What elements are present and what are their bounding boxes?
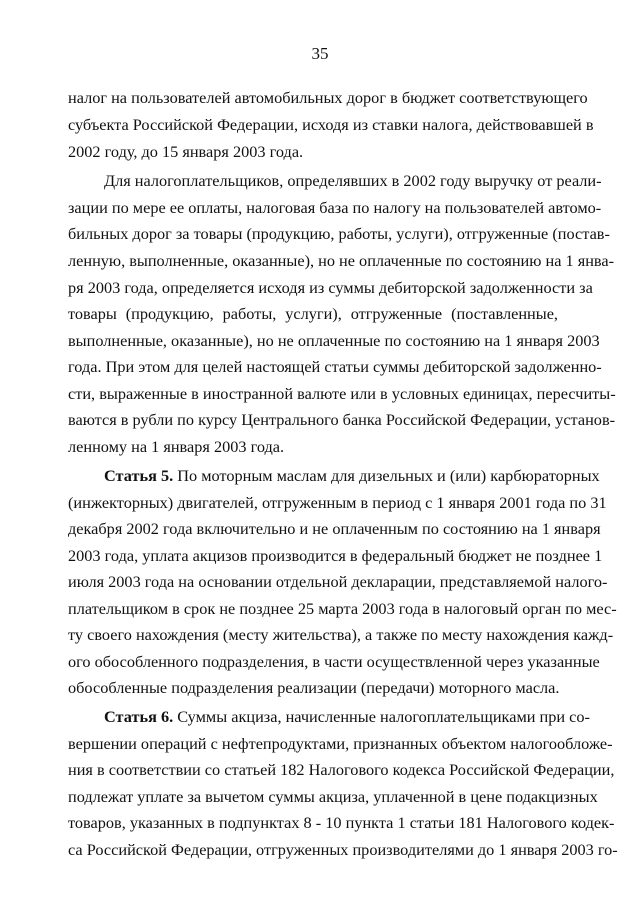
text-line: июля 2003 года на основании отдельной декларации, представляемой налого- — [68, 572, 608, 591]
text-line: ленную, выполненные, оказанные), но не оплаченные по состоянию на 1 янва- — [68, 251, 615, 270]
text-line — [104, 707, 590, 727]
text-line: ого обособленного подразделения, в части осуществленной через указанные — [68, 652, 600, 671]
text-line — [104, 466, 600, 486]
text-line: ря 2003 года, определяется исходя из суммы дебиторской задолженности за — [68, 278, 593, 297]
text-line: обособленные подразделения реализации (передачи) моторного масла. — [68, 678, 560, 697]
text-line: (инжекторных) двигателей, отгруженным в период с 1 января 2001 года по 31 — [68, 493, 607, 512]
text-line: ту своего нахождения (месту жительства), а также по месту нахождения кажд- — [68, 625, 614, 644]
text-line: Для налогоплательщиков, определявших в 2002 году выручку от реали- — [104, 171, 602, 190]
text-line: сти, выраженные в иностранной валюте или в условных единицах, пересчиты- — [68, 384, 616, 403]
text-line: 2002 году, до 15 января 2003 года. — [68, 142, 304, 161]
article-heading: Статья 5. — [104, 466, 174, 485]
text-line: бильных дорог за товары (продукцию, работы, услуги), отгруженные (постав- — [68, 224, 610, 243]
article-heading: Статья 6. — [104, 707, 174, 726]
text-line: налог на пользователей автомобильных дорог в бюджет соответствующего — [68, 88, 588, 107]
text-line: плательщиком в срок не позднее 25 марта 2003 года в налоговый орган по мес- — [68, 599, 617, 618]
text-line: выполненные, оказанные), но не оплаченные по состоянию на 1 января 2003 — [68, 331, 600, 350]
text-line: товары (продукцию, работы, услуги), отгруженные (поставленные, — [68, 304, 558, 323]
text-line: вершении операций с нефтепродуктами, признанных объектом налогообложе- — [68, 734, 613, 753]
text-line: ленному на 1 января 2003 года. — [68, 437, 285, 456]
text-line: года. При этом для целей настоящей статьи суммы дебиторской задолженно- — [68, 357, 602, 376]
article-text: По моторным маслам для дизельных и (или) карбюраторных — [173, 466, 600, 485]
text-line: товаров, указанных в подпунктах 8 - 10 пункта 1 статьи 181 Налогового кодек- — [68, 813, 615, 832]
text-line: зации по мере ее оплаты, налоговая база по налогу на пользователей автомо- — [68, 198, 602, 217]
page-number: 35 — [311, 44, 329, 63]
text-line: подлежат уплате за вычетом суммы акциза, уплаченной в цене подакцизных — [68, 787, 598, 806]
text-line: ваются в рубли по курсу Центрального банка Российской Федерации, установ- — [68, 410, 616, 429]
text-line: ния в соответствии со статьей 182 Налогового кодекса Российской Федерации, — [68, 760, 615, 779]
article-text: Суммы акциза, начисленные налогоплательщиками при со- — [173, 707, 590, 726]
text-line: декабря 2002 года включительно и не оплаченным по состоянию на 1 января — [68, 519, 601, 538]
text-line: 2003 года, уплата акцизов производится в федеральный бюджет не позднее 1 — [68, 546, 603, 565]
text-line: субъекта Российской Федерации, исходя из ставки налога, действовавшей в — [68, 115, 594, 134]
text-line: са Российской Федерации, отгруженных производителями до 1 января 2003 го- — [68, 840, 618, 859]
